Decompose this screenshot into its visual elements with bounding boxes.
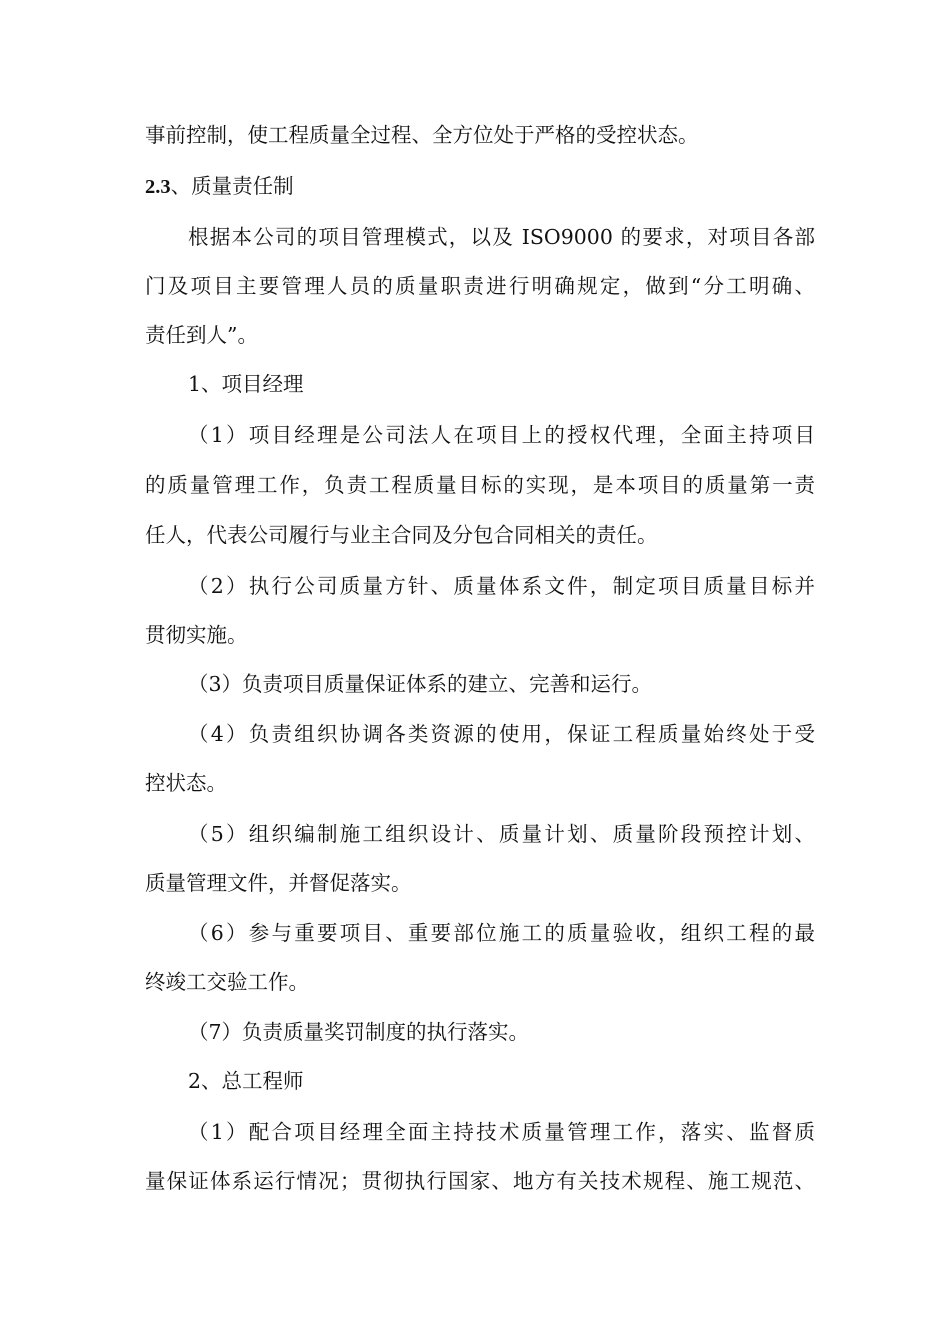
paragraph-line: 终竣工交验工作。 — [145, 970, 309, 994]
paragraph-line: 质量管理文件，并督促落实。 — [145, 871, 412, 895]
paragraph-line: 根据本公司的项目管理模式，以及 ISO9000 的要求，对项目各部 — [188, 225, 815, 249]
paragraph-line: （1）项目经理是公司法人在项目上的授权代理，全面主持项目 — [188, 423, 815, 447]
paragraph-line: （4）负责组织协调各类资源的使用，保证工程质量始终处于受 — [188, 722, 815, 746]
section-title: 、质量责任制 — [170, 174, 294, 198]
paragraph-line: （6）参与重要项目、重要部位施工的质量验收，组织工程的最 — [188, 921, 815, 945]
paragraph-line: 控状态。 — [145, 771, 227, 795]
paragraph-line: （2）执行公司质量方针、质量体系文件，制定项目质量目标并 — [188, 574, 815, 598]
paragraph-line: （1）配合项目经理全面主持技术质量管理工作，落实、监督质 — [188, 1120, 815, 1144]
paragraph-line: 任人，代表公司履行与业主合同及分包合同相关的责任。 — [145, 523, 658, 547]
paragraph-line: 贯彻实施。 — [145, 623, 248, 647]
paragraph-line: 门及项目主要管理人员的质量职责进行明确规定，做到“分工明确、 — [145, 274, 815, 298]
paragraph-line: （5）组织编制施工组织设计、质量计划、质量阶段预控计划、 — [188, 822, 815, 846]
paragraph-line: 事前控制，使工程质量全过程、全方位处于严格的受控状态。 — [145, 123, 699, 147]
paragraph-line: 的质量管理工作，负责工程质量目标的实现，是本项目的质量第一责 — [145, 473, 815, 497]
paragraph-line: （7）负责质量奖罚制度的执行落实。 — [188, 1020, 530, 1044]
section-number: 2.3 — [145, 176, 171, 198]
subsection-heading: 1、项目经理 — [188, 372, 304, 396]
paragraph-line: 量保证体系运行情况；贯彻执行国家、地方有关技术规程、施工规范、 — [145, 1169, 815, 1193]
paragraph-line: （3）负责项目质量保证体系的建立、完善和运行。 — [188, 672, 653, 696]
subsection-heading: 2、总工程师 — [188, 1069, 304, 1093]
paragraph-line: 责任到人”。 — [145, 323, 258, 347]
section-heading — [145, 166, 815, 206]
